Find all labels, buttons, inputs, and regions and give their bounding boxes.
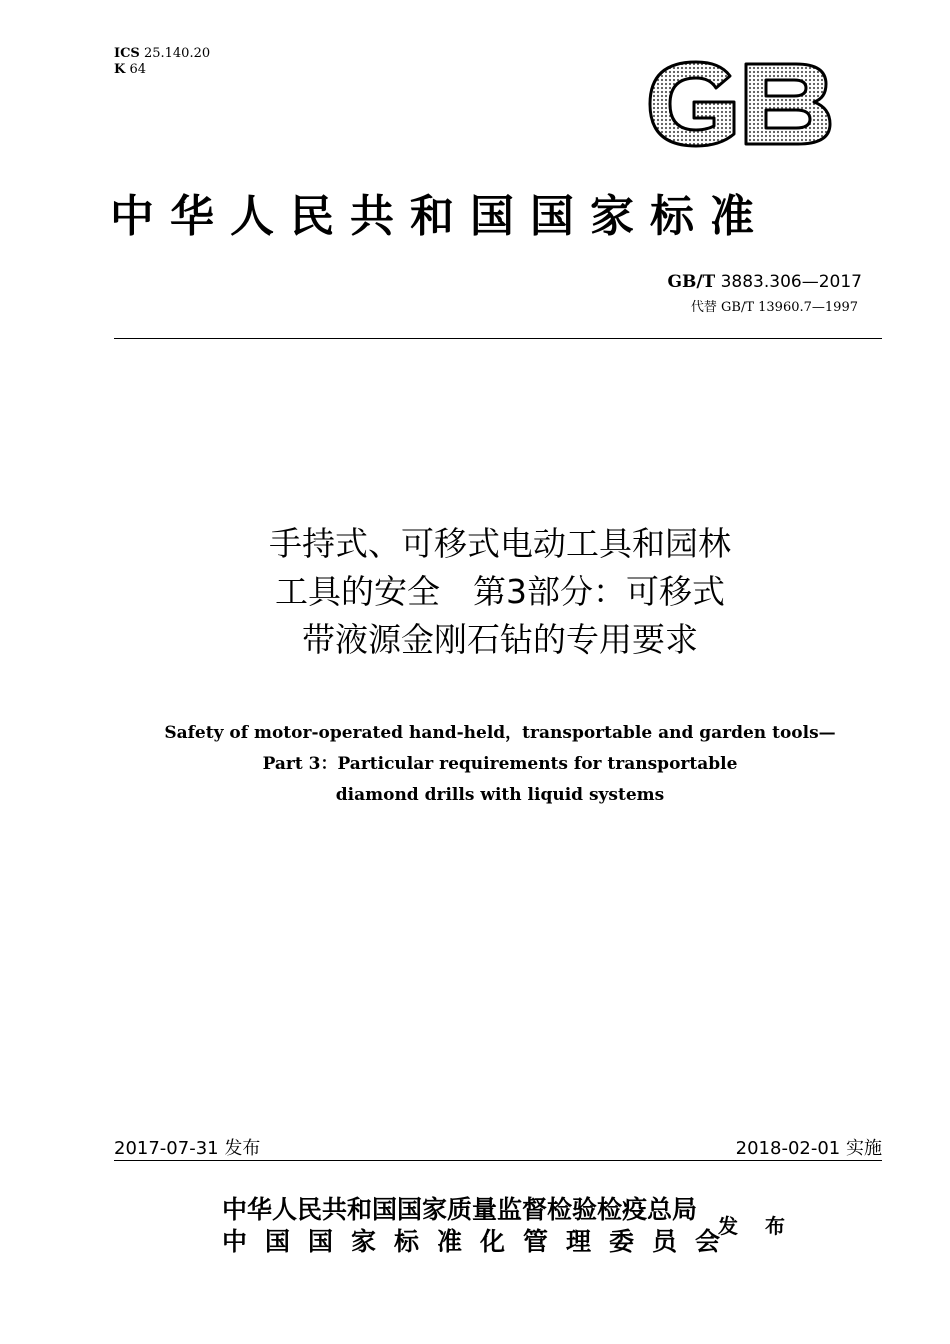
standard-number [667, 272, 862, 292]
class-code: 64 [129, 62, 146, 77]
chinese-title-line-2: 工具的安全 第3部分：可移式 [275, 572, 725, 611]
chinese-title-line-3: 带液源金刚石钻的专用要求 [302, 620, 698, 659]
gb-logo-text: GB [644, 58, 646, 59]
chinese-title [100, 520, 900, 664]
english-title-line-1: Safety of motor-operated hand-held，transportable and garden tools— [164, 723, 836, 743]
issuer-sac: 中国国家标准化管理委员会 [222, 1227, 739, 1256]
standard-prefix: GB/T [667, 272, 716, 292]
english-title-line-3: diamond drills with liquid systems [335, 785, 665, 805]
replaces-standard: 代替 GB/T 13960.7—1997 [690, 300, 858, 315]
classification-codes [114, 46, 210, 78]
gb-logo [644, 58, 834, 150]
publish-label: 发 布 [718, 1214, 795, 1238]
issue-date: 2017-07-31 发布 [114, 1138, 261, 1159]
english-title [100, 718, 900, 811]
top-divider [114, 338, 882, 339]
national-standard-title: 中华人民共和国国家标准 [110, 191, 770, 242]
ics-label: ICS [114, 46, 140, 61]
class-label: K [114, 62, 126, 77]
english-title-line-2: Part 3：Particular requirements for transportable [262, 754, 738, 774]
issuer-aqsiq: 中华人民共和国国家质量监督检验检疫总局 [222, 1195, 698, 1224]
standard-code: 3883.306—2017 [720, 272, 862, 292]
ics-line [114, 46, 210, 62]
class-line [114, 62, 210, 78]
ics-code: 25.140.20 [143, 46, 211, 61]
bottom-divider [114, 1160, 882, 1161]
chinese-title-line-1: 手持式、可移式电动工具和园林 [269, 524, 731, 563]
implementation-date: 2018-02-01 实施 [735, 1138, 882, 1159]
